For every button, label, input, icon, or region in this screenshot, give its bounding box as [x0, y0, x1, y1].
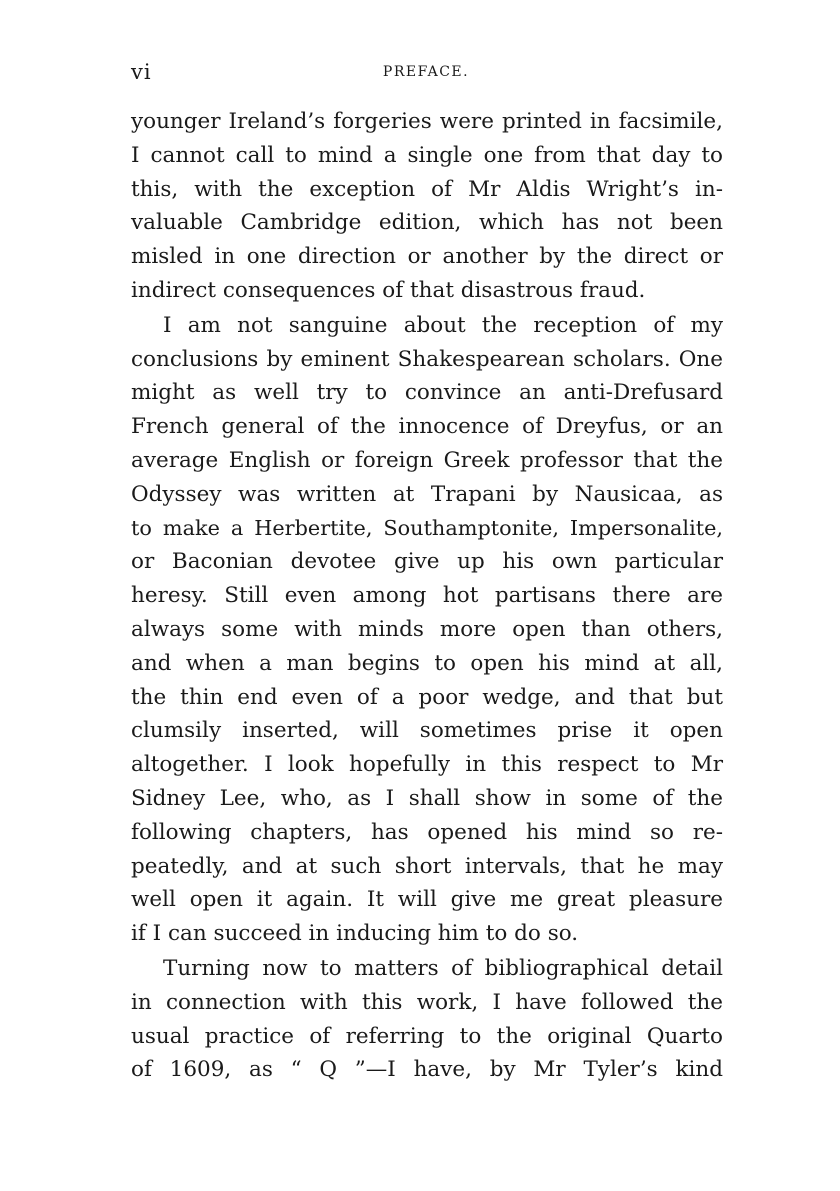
text-line: usual practice of referring to the original Quarto [131, 1023, 723, 1049]
text-line: following chapters, has opened his mind so re- [131, 819, 723, 845]
text-line: of 1609, as “ Q ”—I have, by Mr Tyler’s kind [131, 1057, 723, 1083]
paragraph [131, 952, 723, 1087]
text-line: Turning now to matters of bibliographical detail [163, 955, 723, 981]
text-line: peatedly, and at such short intervals, that he may [131, 853, 723, 879]
page-header [131, 60, 721, 90]
text-line: heresy. Still even among hot partisans there are [131, 583, 723, 609]
text-line: to make a Herbertite, Southamptonite, Impersonalite, [131, 515, 723, 540]
text-line: the thin end even of a poor wedge, and that but [131, 684, 723, 710]
text-line: valuable Cambridge edition, which has not been [131, 210, 723, 236]
text-line: well open it again. It will give me great pleasure [131, 887, 723, 913]
text-line: and when a man begins to open his mind at all, [131, 650, 723, 676]
text-line: I cannot call to mind a single one from that day to [131, 142, 723, 168]
text-line: conclusions by eminent Shakespearean scholars. One [131, 346, 723, 372]
text-line: or Baconian devotee give up his own particular [131, 549, 723, 575]
text-line: Sidney Lee, who, as I shall show in some of the [131, 785, 723, 811]
text-line: might as well try to convince an anti-Drefusard [131, 380, 723, 406]
text-line: altogether. I look hopefully in this respect to Mr [131, 752, 723, 778]
text-line: if I can succeed in inducing him to do so. [131, 921, 579, 947]
text-line: average English or foreign Greek professor that the [131, 447, 723, 473]
text-line: in connection with this work, I have followed the [131, 989, 723, 1015]
text-line: Odyssey was written at Trapani by Nausicaa, as [131, 481, 723, 507]
text-line: misled in one direction or another by the direct or [131, 244, 723, 270]
text-line: I am not sanguine about the reception of my [163, 312, 723, 338]
text-line: younger Ireland’s forgeries were printed in facsimile, [131, 109, 723, 134]
paragraph [131, 105, 723, 308]
running-head: PREFACE. [382, 64, 470, 80]
text-line: this, with the exception of Mr Aldis Wright’s in- [131, 176, 723, 202]
paragraph [131, 309, 723, 951]
body-text [131, 105, 723, 1088]
page-number: vi [131, 60, 152, 84]
text-line: always some with minds more open than others, [131, 616, 723, 642]
text-line: indirect consequences of that disastrous fraud. [131, 277, 646, 303]
text-line: clumsily inserted, will sometimes prise it open [131, 718, 723, 744]
text-line: French general of the innocence of Dreyfus, or an [131, 414, 723, 440]
